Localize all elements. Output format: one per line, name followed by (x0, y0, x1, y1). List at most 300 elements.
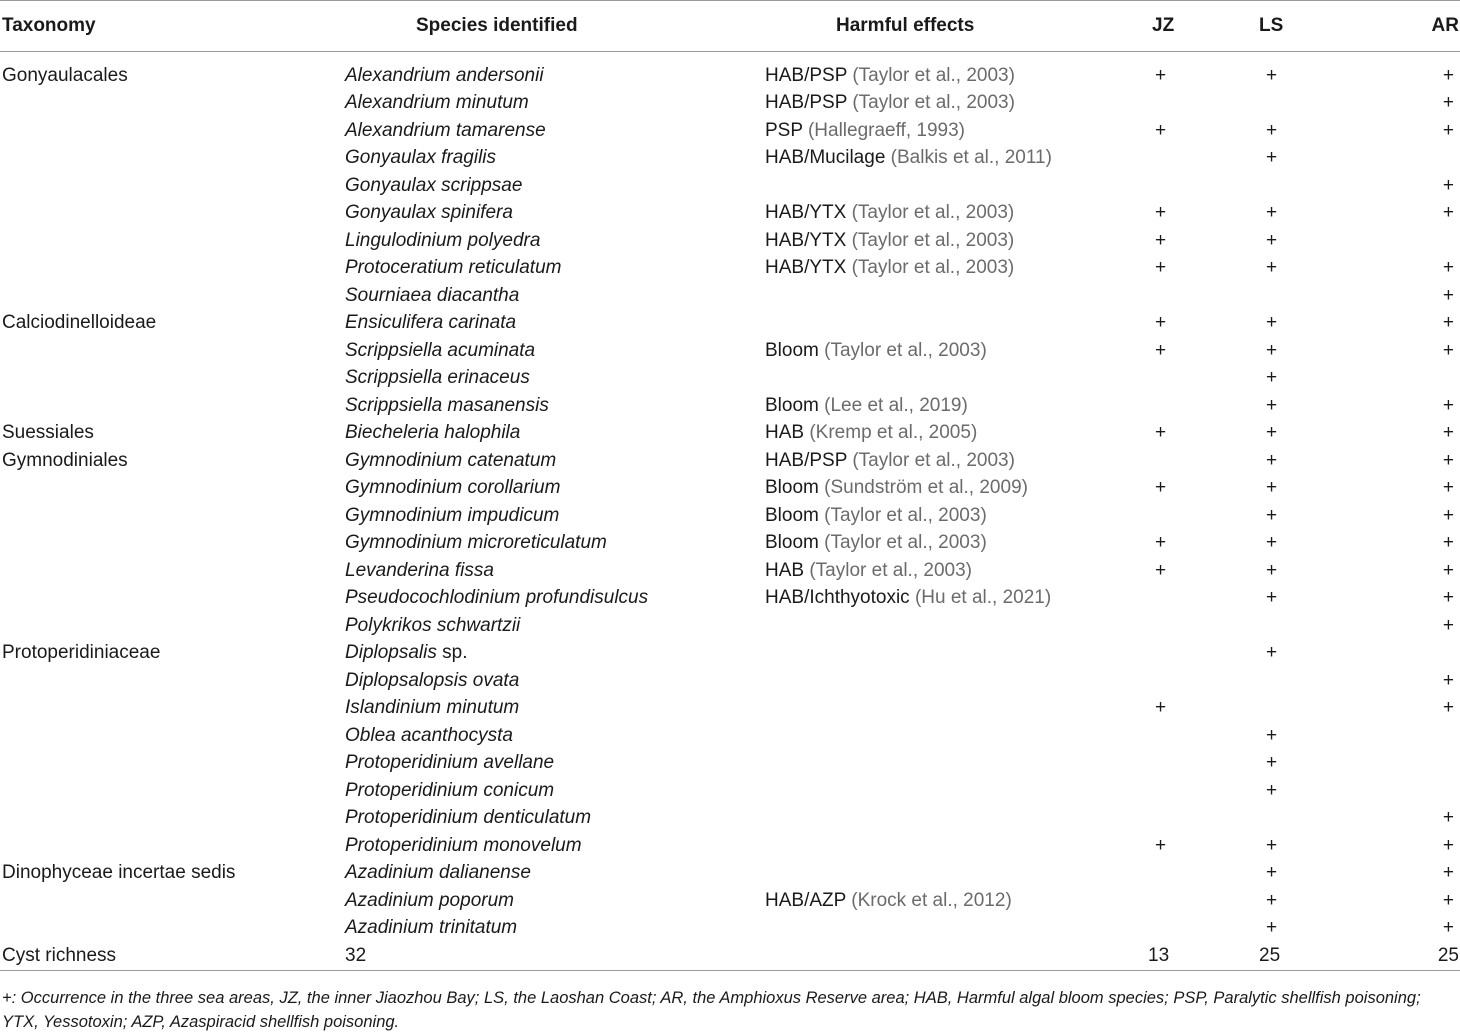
ar-mark: + (1442, 587, 1454, 609)
taxonomy-cell: Suessiales (2, 422, 94, 444)
jz-mark (1086, 89, 1226, 117)
table-row (0, 914, 1460, 942)
species-cell (343, 144, 761, 172)
ar-mark: + (1442, 889, 1454, 911)
ar-mark (1348, 227, 1460, 255)
table-row (0, 529, 1460, 557)
reference-link[interactable]: (Taylor et al., 2003) (851, 257, 1015, 279)
table-row (0, 419, 1460, 447)
ls-mark: + (1266, 339, 1278, 361)
harmful-effect-cell (761, 227, 1086, 255)
species-cell (343, 419, 761, 447)
jz-mark (1086, 364, 1226, 392)
ls-mark: + (1266, 394, 1278, 416)
ar-mark (1348, 749, 1460, 777)
species-cell (343, 859, 761, 887)
taxonomy-cell: Calciodinelloideae (2, 312, 157, 334)
jz-mark: + (1155, 229, 1167, 251)
species-name: Azadinium poporum (345, 889, 514, 911)
table-row (0, 309, 1460, 337)
species-cell (343, 557, 761, 585)
jz-mark (1086, 282, 1226, 310)
harmful-effect-cell (761, 749, 1086, 777)
jz-mark (1086, 392, 1226, 420)
table-row (0, 887, 1460, 915)
effect-text: HAB/Ichthyotoxic (765, 587, 910, 609)
species-name: Islandinium minutum (345, 697, 520, 719)
harmful-effect-cell (761, 117, 1086, 145)
species-cell (343, 887, 761, 915)
species-name: Gonyaulax scrippsae (345, 174, 523, 196)
ls-mark: + (1266, 449, 1278, 471)
species-cell (343, 52, 761, 90)
harmful-effect-cell (761, 859, 1086, 887)
species-name: Protoperidinium avellane (345, 752, 555, 774)
jz-mark (1086, 804, 1226, 832)
species-suffix: sp. (436, 642, 468, 664)
richness-jz: 13 (1086, 942, 1226, 971)
taxonomy-cell (0, 667, 343, 695)
harmful-effect-cell (761, 392, 1086, 420)
species-name: Azadinium dalianense (345, 862, 531, 884)
reference-link[interactable]: (Hallegraeff, 1993) (807, 119, 965, 141)
species-name: Scrippsiella masanensis (345, 394, 549, 416)
ar-mark: + (1442, 614, 1454, 636)
ar-mark: + (1442, 807, 1454, 829)
taxonomy-cell (0, 254, 343, 282)
ls-mark: + (1266, 532, 1278, 554)
ar-mark (1348, 364, 1460, 392)
ls-mark (1226, 172, 1348, 200)
ls-mark (1226, 612, 1348, 640)
ar-mark: + (1442, 834, 1454, 856)
reference-link[interactable]: (Lee et al., 2019) (824, 394, 968, 416)
ls-mark: + (1266, 477, 1278, 499)
species-name: Scrippsiella erinaceus (345, 367, 530, 389)
table-row (0, 52, 1460, 90)
taxonomy-cell (0, 777, 343, 805)
effect-text: Bloom (765, 477, 819, 499)
effect-text: Bloom (765, 504, 819, 526)
taxonomy-cell: Gymnodiniales (2, 449, 128, 471)
species-name: Gymnodinium corollarium (345, 477, 561, 499)
ls-mark: + (1266, 312, 1278, 334)
harmful-effect-cell (761, 887, 1086, 915)
effect-text: Bloom (765, 339, 819, 361)
ar-mark: + (1442, 65, 1454, 86)
harmful-effect-cell (761, 144, 1086, 172)
taxonomy-cell: Dinophyceae incertae sedis (2, 862, 236, 884)
jz-mark (1086, 612, 1226, 640)
taxonomy-cell (0, 227, 343, 255)
species-name: Protoceratium reticulatum (345, 257, 562, 279)
jz-mark (1086, 639, 1226, 667)
species-name: Biecheleria halophila (345, 422, 521, 444)
species-name: Diplopsalopsis ovata (345, 669, 520, 691)
jz-mark: + (1155, 422, 1167, 444)
reference-link[interactable]: (Kremp et al., 2005) (809, 422, 978, 444)
reference-link[interactable]: (Taylor et al., 2003) (851, 229, 1015, 251)
header-ls: LS (1226, 1, 1348, 52)
jz-mark: + (1155, 697, 1167, 719)
species-name: Protoperidinium conicum (345, 779, 555, 801)
jz-mark: + (1155, 532, 1167, 554)
table-row (0, 227, 1460, 255)
ls-mark (1226, 667, 1348, 695)
table-row (0, 639, 1460, 667)
reference-link[interactable]: (Taylor et al., 2003) (851, 202, 1015, 224)
species-cell (343, 612, 761, 640)
table-row (0, 667, 1460, 695)
reference-link[interactable]: (Taylor et al., 2003) (809, 559, 972, 581)
taxonomy-cell (0, 172, 343, 200)
ar-mark: + (1442, 394, 1454, 416)
ls-mark (1226, 282, 1348, 310)
effect-text: HAB (765, 559, 805, 581)
table-row (0, 254, 1460, 282)
species-cell (343, 639, 761, 667)
ar-mark (1348, 639, 1460, 667)
ls-mark: + (1266, 642, 1278, 664)
table-row (0, 804, 1460, 832)
jz-mark (1086, 914, 1226, 942)
harmful-effect-cell (761, 557, 1086, 585)
reference-link[interactable]: (Taylor et al., 2003) (824, 532, 987, 554)
reference-link[interactable]: (Taylor et al., 2003) (852, 449, 1015, 471)
reference-link[interactable]: (Taylor et al., 2003) (824, 504, 987, 526)
taxonomy-cell (0, 557, 343, 585)
header-taxonomy: Taxonomy (0, 1, 343, 52)
jz-mark (1086, 887, 1226, 915)
harmful-effect-cell (761, 694, 1086, 722)
jz-mark: + (1155, 834, 1167, 856)
reference-link[interactable]: (Taylor et al., 2003) (852, 92, 1015, 114)
harmful-effect-cell (761, 172, 1086, 200)
ar-mark: + (1442, 284, 1454, 306)
ls-mark: + (1266, 724, 1278, 746)
taxonomy-cell (0, 144, 343, 172)
table-row (0, 447, 1460, 475)
ls-mark (1226, 89, 1348, 117)
jz-mark (1086, 502, 1226, 530)
ls-mark: + (1266, 587, 1278, 609)
harmful-effect-cell (761, 722, 1086, 750)
jz-mark (1086, 859, 1226, 887)
ar-mark: + (1442, 917, 1454, 939)
jz-mark (1086, 749, 1226, 777)
richness-label: Cyst richness (0, 942, 343, 971)
table-row (0, 337, 1460, 365)
harmful-effect-cell (761, 254, 1086, 282)
ls-mark (1226, 694, 1348, 722)
ls-mark: + (1266, 257, 1278, 279)
species-cell (343, 282, 761, 310)
taxonomy-cell: Gonyaulacales (2, 65, 128, 86)
taxonomy-cell (0, 804, 343, 832)
harmful-effect-cell (761, 419, 1086, 447)
table-row (0, 777, 1460, 805)
harmful-effect-cell (761, 89, 1086, 117)
harmful-effect-cell (761, 584, 1086, 612)
table-row (0, 392, 1460, 420)
table-row (0, 364, 1460, 392)
reference-link[interactable]: (Balkis et al., 2011) (890, 147, 1052, 169)
ls-mark: + (1266, 367, 1278, 389)
harmful-effect-cell (761, 502, 1086, 530)
species-cell (343, 832, 761, 860)
ls-mark: + (1266, 862, 1278, 884)
effect-text: Bloom (765, 532, 819, 554)
ar-mark: + (1442, 119, 1454, 141)
header-jz: JZ (1086, 1, 1226, 52)
species-name: Gymnodinium microreticulatum (345, 532, 607, 554)
taxonomy-cell (0, 337, 343, 365)
richness-ls: 25 (1226, 942, 1348, 971)
harmful-effect-cell (761, 804, 1086, 832)
table-row (0, 557, 1460, 585)
ls-mark: + (1266, 834, 1278, 856)
ar-mark: + (1442, 449, 1454, 471)
header-species: Species identified (343, 1, 761, 52)
species-cell (343, 227, 761, 255)
table-row (0, 612, 1460, 640)
effect-text: HAB/Mucilage (765, 147, 886, 169)
species-cell (343, 777, 761, 805)
table-row (0, 694, 1460, 722)
species-name: Pseudocochlodinium profundisulcus (345, 587, 649, 609)
species-name: Azadinium trinitatum (345, 917, 518, 939)
harmful-effect-cell (761, 914, 1086, 942)
ls-mark: + (1266, 65, 1278, 86)
ls-mark: + (1266, 119, 1278, 141)
table-header (0, 1, 1460, 52)
effect-text: HAB/YTX (765, 202, 847, 224)
reference-link[interactable]: (Hu et al., 2021) (914, 587, 1052, 609)
table-body (0, 52, 1460, 971)
harmful-effect-cell (761, 52, 1086, 90)
species-cell (343, 722, 761, 750)
taxonomy-cell (0, 529, 343, 557)
species-cell (343, 199, 761, 227)
jz-mark (1086, 447, 1226, 475)
jz-mark (1086, 722, 1226, 750)
effect-text: HAB/PSP (765, 92, 848, 114)
species-name: Sourniaea diacantha (345, 284, 520, 306)
reference-link[interactable]: (Krock et al., 2012) (851, 889, 1012, 911)
table-row (0, 584, 1460, 612)
species-name: Gymnodinium impudicum (345, 504, 560, 526)
species-cell (343, 749, 761, 777)
table-row (0, 832, 1460, 860)
jz-mark (1086, 667, 1226, 695)
ar-mark: + (1442, 559, 1454, 581)
header-ar: AR (1348, 1, 1460, 52)
ls-mark: + (1266, 147, 1278, 169)
table-row (0, 117, 1460, 145)
ar-mark: + (1442, 862, 1454, 884)
ar-mark: + (1442, 697, 1454, 719)
species-cell (343, 172, 761, 200)
ls-mark: + (1266, 559, 1278, 581)
effect-text: HAB (765, 422, 805, 444)
species-cell (343, 914, 761, 942)
species-name: Levanderina fissa (345, 559, 494, 581)
harmful-effect-cell (761, 639, 1086, 667)
jz-mark: + (1155, 312, 1167, 334)
harmful-effect-cell (761, 832, 1086, 860)
jz-mark: + (1155, 559, 1167, 581)
richness-total: 32 (343, 942, 761, 971)
species-name: Gonyaulax fragilis (345, 147, 497, 169)
table-row (0, 859, 1460, 887)
species-name: Gonyaulax spinifera (345, 202, 513, 224)
species-name: Alexandrium andersonii (345, 65, 544, 86)
ls-mark: + (1266, 422, 1278, 444)
jz-mark (1086, 777, 1226, 805)
species-cell (343, 804, 761, 832)
taxonomy-cell (0, 474, 343, 502)
taxonomy-cell (0, 914, 343, 942)
reference-link[interactable]: (Taylor et al., 2003) (852, 65, 1015, 86)
effect-text: HAB/YTX (765, 229, 847, 251)
species-name: Lingulodinium polyedra (345, 229, 541, 251)
reference-link[interactable]: (Taylor et al., 2003) (824, 339, 987, 361)
species-cell (343, 117, 761, 145)
species-cell (343, 584, 761, 612)
table-row (0, 199, 1460, 227)
species-name: Alexandrium tamarense (345, 119, 546, 141)
harmful-effect-cell (761, 337, 1086, 365)
taxonomy-cell (0, 887, 343, 915)
table-row (0, 89, 1460, 117)
species-cell (343, 447, 761, 475)
effect-text: PSP (765, 119, 803, 141)
species-cell (343, 254, 761, 282)
harmful-effect-cell (761, 364, 1086, 392)
species-cell (343, 89, 761, 117)
species-cell (343, 474, 761, 502)
ls-mark: + (1266, 504, 1278, 526)
jz-mark: + (1155, 257, 1167, 279)
table-row (0, 282, 1460, 310)
species-name: Diplopsalis (345, 642, 437, 664)
reference-link[interactable]: (Sundström et al., 2009) (824, 477, 1028, 499)
species-name: Protoperidinium monovelum (345, 834, 582, 856)
species-cell (343, 667, 761, 695)
table-row (0, 474, 1460, 502)
table-row (0, 502, 1460, 530)
ar-mark: + (1442, 422, 1454, 444)
table-row (0, 749, 1460, 777)
ar-mark: + (1442, 532, 1454, 554)
table-footnote: +: Occurrence in the three sea areas, JZ, the inner Jiaozhou Bay; LS, the Laoshan Coast; AR, the Amphioxus Reserve area; HAB, Harmful algal bloom species; PSP, Paralytic shellfish poisoning; YTX, Yessotoxin; AZP, Azaspiracid shellfish poisoning. (2, 989, 1421, 1031)
effect-text: HAB/PSP (765, 65, 848, 86)
ar-mark: + (1442, 669, 1454, 691)
ar-mark: + (1442, 339, 1454, 361)
jz-mark: + (1155, 202, 1167, 224)
taxonomy-cell (0, 502, 343, 530)
header-harmful-effects: Harmful effects (761, 1, 1086, 52)
taxonomy-cell (0, 282, 343, 310)
harmful-effect-cell (761, 667, 1086, 695)
species-cell (343, 694, 761, 722)
effect-text: Bloom (765, 394, 819, 416)
ls-mark: + (1266, 229, 1278, 251)
ar-mark: + (1442, 312, 1454, 334)
jz-mark: + (1155, 65, 1167, 86)
species-cell (343, 364, 761, 392)
ar-mark: + (1442, 477, 1454, 499)
species-cell (343, 502, 761, 530)
taxonomy-cell (0, 117, 343, 145)
jz-mark (1086, 172, 1226, 200)
harmful-effect-cell (761, 474, 1086, 502)
effect-text: HAB/PSP (765, 449, 848, 471)
ls-mark: + (1266, 779, 1278, 801)
species-cell (343, 309, 761, 337)
jz-mark: + (1155, 339, 1167, 361)
harmful-effect-cell (761, 529, 1086, 557)
harmful-effect-cell (761, 309, 1086, 337)
ar-mark: + (1442, 257, 1454, 279)
species-cell (343, 392, 761, 420)
ar-mark (1348, 777, 1460, 805)
jz-mark (1086, 584, 1226, 612)
harmful-effect-cell (761, 199, 1086, 227)
table-row (0, 722, 1460, 750)
ar-mark (1348, 144, 1460, 172)
harmful-effect-cell (761, 282, 1086, 310)
taxonomy-cell (0, 612, 343, 640)
harmful-effect-cell (761, 612, 1086, 640)
species-name: Gymnodinium catenatum (345, 449, 557, 471)
effect-text: HAB/YTX (765, 257, 847, 279)
species-name: Polykrikos schwartzii (345, 614, 521, 636)
species-name: Alexandrium minutum (345, 92, 529, 114)
richness-row (0, 942, 1460, 971)
harmful-effect-cell (761, 777, 1086, 805)
effect-text: HAB/AZP (765, 889, 846, 911)
taxonomy-cell (0, 392, 343, 420)
ls-mark: + (1266, 752, 1278, 774)
ls-mark: + (1266, 917, 1278, 939)
taxonomy-cell (0, 749, 343, 777)
taxonomy-cell (0, 694, 343, 722)
taxonomy-cell (0, 89, 343, 117)
taxonomy-cell (0, 722, 343, 750)
jz-mark: + (1155, 119, 1167, 141)
taxonomy-cell (0, 832, 343, 860)
table-row (0, 144, 1460, 172)
species-name: Scrippsiella acuminata (345, 339, 536, 361)
ls-mark (1226, 804, 1348, 832)
taxonomy-cell: Protoperidiniaceae (2, 642, 161, 664)
ar-mark: + (1442, 504, 1454, 526)
ar-mark: + (1442, 202, 1454, 224)
ls-mark: + (1266, 889, 1278, 911)
species-cell (343, 337, 761, 365)
taxonomy-cell (0, 584, 343, 612)
ar-mark (1348, 722, 1460, 750)
jz-mark (1086, 144, 1226, 172)
richness-empty (761, 942, 1086, 971)
header-row (0, 1, 1460, 52)
richness-ar: 25 (1348, 942, 1460, 971)
taxonomy-cell (0, 199, 343, 227)
jz-mark: + (1155, 477, 1167, 499)
ls-mark: + (1266, 202, 1278, 224)
harmful-effect-cell (761, 447, 1086, 475)
